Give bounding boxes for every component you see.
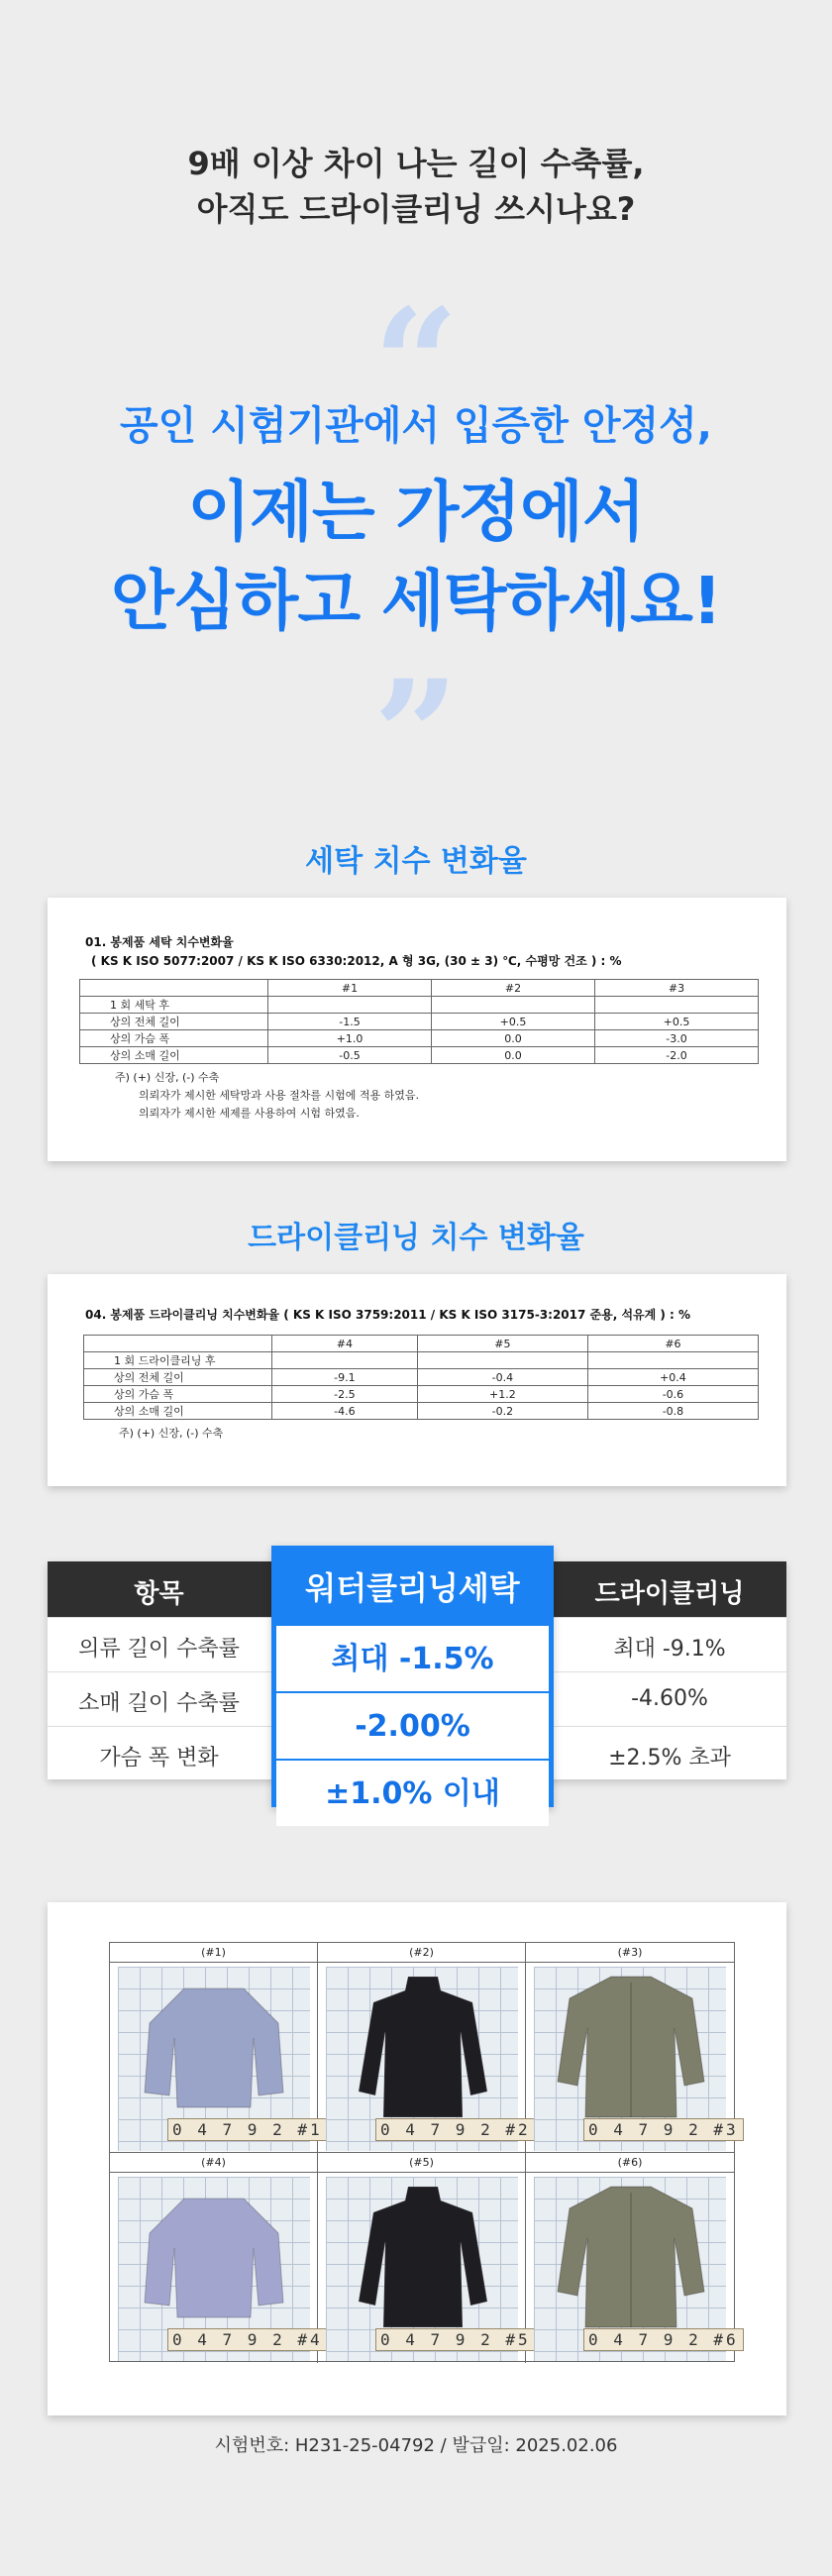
table-header-row — [80, 980, 759, 997]
sample-photo-label: (#1) — [110, 1943, 317, 1963]
table-cell: -9.1 — [272, 1369, 418, 1386]
table-cell: 상의 가슴 폭 — [84, 1386, 272, 1403]
sample-photo-1 — [110, 1943, 323, 2153]
subheadline: 공인 시험기관에서 입증한 안정성, — [120, 403, 712, 449]
open-quote-icon: “ — [372, 276, 460, 451]
table-cell: 상의 소매 길이 — [80, 1047, 268, 1064]
table-cell: -1.5 — [268, 1014, 432, 1030]
sample-number-tag: 0 4 7 9 2 #3 — [583, 2118, 744, 2141]
sample-photos-card — [48, 1902, 786, 2415]
header-water-cleaning: 워터클리닝세탁 — [305, 1569, 520, 1607]
sample-photo-3 — [526, 1943, 739, 2153]
table-row — [84, 1403, 759, 1420]
table-cell: 1 회 드라이클리닝 후 — [84, 1352, 272, 1369]
sample-number-tag: 0 4 7 9 2 #6 — [583, 2328, 744, 2351]
row-item: 가슴 폭 변화 — [99, 1746, 219, 1771]
table-cell: +0.5 — [595, 1014, 759, 1030]
table-cell: 상의 소매 길이 — [84, 1403, 272, 1420]
table-row — [80, 1030, 759, 1047]
dry-section-title: 드라이클리닝 치수 변화율 — [248, 1221, 584, 1255]
sample-photo-2 — [318, 1943, 531, 2153]
water-value: ±1.0% 이내 — [276, 1759, 549, 1826]
garment-photo — [534, 2177, 739, 2361]
wash-note: 의뢰자가 제시한 세제를 사용하여 시험 하였음. — [139, 1107, 360, 1120]
wash-section-title: 세탁 치수 변화율 — [305, 844, 527, 879]
table-header-cell: #4 — [272, 1336, 418, 1352]
table-cell: 0.0 — [432, 1047, 595, 1064]
table-cell: -3.0 — [595, 1030, 759, 1047]
garment-shape — [554, 1973, 708, 2121]
garment-photo — [118, 1967, 323, 2151]
main-message-line-2: 안심하고 세탁하세요! — [111, 563, 721, 639]
sample-photo-label: (#3) — [526, 1943, 734, 1963]
table-cell: 0.0 — [432, 1030, 595, 1047]
wash-note: 주) (+) 신장, (-) 수축 — [115, 1071, 220, 1084]
garment-shape — [554, 2183, 708, 2331]
water-value: 최대 -1.5% — [276, 1626, 549, 1691]
table-cell: -0.8 — [587, 1403, 758, 1420]
table-cell: +0.5 — [432, 1014, 595, 1030]
sample-number-tag: 0 4 7 9 2 #2 — [375, 2118, 536, 2141]
header-item: 항목 — [134, 1579, 184, 1609]
table-row — [84, 1352, 759, 1369]
table-cell — [595, 997, 759, 1014]
sample-photo-label: (#2) — [318, 1943, 525, 1963]
table-header-cell: #5 — [417, 1336, 587, 1352]
close-quote-icon: ” — [372, 648, 460, 822]
headline-line-2: 아직도 드라이클리닝 쓰시나요? — [196, 190, 636, 228]
table-cell: +1.2 — [417, 1386, 587, 1403]
table-cell — [417, 1352, 587, 1369]
table-row — [80, 1047, 759, 1064]
test-report-info: 시험번호: H231-25-04792 / 발급일: 2025.02.06 — [214, 2435, 618, 2456]
water-value: -2.00% — [276, 1691, 549, 1759]
wash-report-table — [79, 979, 759, 1064]
table-cell: -0.2 — [417, 1403, 587, 1420]
table-header-cell: #3 — [595, 980, 759, 997]
headline — [0, 141, 832, 232]
table-cell: +0.4 — [587, 1369, 758, 1386]
main-message — [0, 468, 832, 646]
row-dry-value: ±2.5% 초과 — [608, 1746, 731, 1771]
table-header-cell — [84, 1336, 272, 1352]
table-cell: -0.6 — [587, 1386, 758, 1403]
garment-shape — [140, 1979, 288, 2117]
table-cell: -0.4 — [417, 1369, 587, 1386]
wash-report-card — [48, 898, 786, 1161]
garment-shape — [354, 1973, 492, 2121]
table-cell: 1 회 세탁 후 — [80, 997, 268, 1014]
headline-line-1: 9배 이상 차이 나는 길이 수축률, — [187, 145, 645, 182]
table-cell: -0.5 — [268, 1047, 432, 1064]
sample-photo-grid — [109, 1942, 739, 2362]
table-row — [80, 997, 759, 1014]
sample-photo-4 — [110, 2153, 323, 2363]
garment-photo — [118, 2177, 323, 2361]
table-cell: +1.0 — [268, 1030, 432, 1047]
main-message-line-1: 이제는 가정에서 — [187, 474, 645, 550]
dry-report-table — [83, 1335, 759, 1420]
table-row — [80, 1014, 759, 1030]
garment-photo — [534, 1967, 739, 2151]
table-row — [84, 1386, 759, 1403]
table-header-cell: #6 — [587, 1336, 758, 1352]
sample-number-tag: 0 4 7 9 2 #4 — [167, 2328, 328, 2351]
sample-photo-label: (#4) — [110, 2153, 317, 2173]
table-cell: 상의 가슴 폭 — [80, 1030, 268, 1047]
row-dry-value: 최대 -9.1% — [613, 1637, 726, 1662]
garment-shape — [140, 2189, 288, 2327]
table-row — [84, 1369, 759, 1386]
row-item: 의류 길이 수축률 — [78, 1637, 240, 1662]
table-cell — [272, 1352, 418, 1369]
sample-photo-6 — [526, 2153, 739, 2363]
row-dry-value: -4.60% — [631, 1686, 708, 1711]
sample-number-tag: 0 4 7 9 2 #1 — [167, 2118, 328, 2141]
table-cell: -4.6 — [272, 1403, 418, 1420]
header-dry-cleaning: 드라이클리닝 — [594, 1579, 745, 1609]
dry-report-card — [48, 1274, 786, 1486]
table-header-cell — [80, 980, 268, 997]
table-header-cell: #1 — [268, 980, 432, 997]
dry-report-title: 04. 봉제품 드라이클리닝 치수변화율 ( KS K ISO 3759:2011 / KS K ISO 3175-3:2017 준용, 석유계 ) : % — [85, 1308, 691, 1322]
sample-number-tag: 0 4 7 9 2 #5 — [375, 2328, 536, 2351]
sample-photo-label: (#6) — [526, 2153, 734, 2173]
table-cell: 상의 전체 길이 — [84, 1369, 272, 1386]
garment-photo — [326, 2177, 531, 2361]
table-cell: -2.5 — [272, 1386, 418, 1403]
table-cell — [587, 1352, 758, 1369]
garment-shape — [354, 2183, 492, 2331]
table-cell: -2.0 — [595, 1047, 759, 1064]
sample-photo-label: (#5) — [318, 2153, 525, 2173]
wash-report-title: 01. 봉제품 세탁 치수변화율 — [85, 935, 234, 949]
table-cell — [268, 997, 432, 1014]
table-header-cell: #2 — [432, 980, 595, 997]
table-header-row — [84, 1336, 759, 1352]
table-cell: 상의 전체 길이 — [80, 1014, 268, 1030]
sample-photo-5 — [318, 2153, 531, 2363]
comparison-table — [48, 1561, 786, 1811]
wash-report-standard: ( KS K ISO 5077:2007 / KS K ISO 6330:2012, A 형 3G, (30 ± 3) ℃, 수평망 건조 ) : % — [91, 954, 622, 968]
water-cleaning-highlight-column — [271, 1546, 554, 1811]
table-cell — [432, 997, 595, 1014]
dry-note: 주) (+) 신장, (-) 수축 — [119, 1427, 224, 1440]
wash-note: 의뢰자가 제시한 세탁망과 사용 절차를 시험에 적용 하였음. — [139, 1089, 419, 1102]
garment-photo — [326, 1967, 531, 2151]
row-item: 소매 길이 수축률 — [78, 1691, 240, 1716]
